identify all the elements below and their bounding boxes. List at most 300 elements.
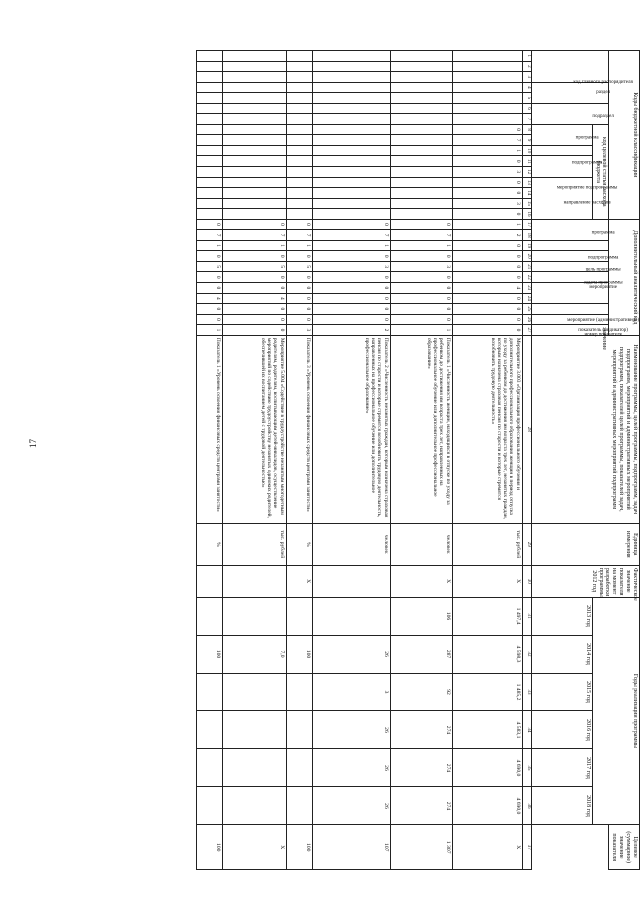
code-digit-cell (452, 114, 522, 125)
table-row (452, 51, 522, 870)
code-digit-cell (312, 177, 390, 188)
row-year-value (222, 749, 286, 787)
row-year-value: 100 (196, 635, 222, 673)
row-fact: X (390, 565, 452, 597)
row-year-value (196, 787, 222, 825)
code-digit-cell (452, 82, 522, 93)
code-digit-cell (390, 156, 452, 167)
code-digit-cell: 3 (452, 167, 522, 178)
code-digit-cell: 0 (196, 251, 222, 262)
code-digit-cell (390, 93, 452, 104)
row-year-value (196, 597, 222, 635)
code-digit-cell: 1 (196, 325, 222, 336)
code-digit-cell: 0 (312, 219, 390, 230)
row-year-value: 1 497,4 (452, 597, 522, 635)
column-number: 33 (522, 673, 531, 711)
code-digit-cell: 0 (452, 293, 522, 304)
code-digit-cell: 2 (312, 325, 390, 336)
row-unit: человек (390, 523, 452, 565)
code-digit-cell (286, 135, 312, 146)
code-digit-cell: 0 (286, 304, 312, 315)
code-digit-cell (196, 103, 222, 114)
header-nomer-pokazatelya: номер показателя (531, 314, 609, 325)
code-digit-cell (390, 198, 452, 209)
row-year-value (196, 749, 222, 787)
code-digit-cell: 0 (222, 314, 286, 325)
header-year-2013: 2013 год (531, 597, 592, 635)
header-fact: Фактическое значение показателя на момент разработки программы, 2012 год (531, 565, 639, 597)
row-name: Показатель 1 «Численность женщин, находящихся в отпуске по уходу за ребенком до достижения им возраста трех лет, направленных на профессиональное обучение или дополнительное профессиональное образование» (390, 335, 452, 523)
code-digit-cell (222, 156, 286, 167)
row-year-value: 3 (312, 673, 390, 711)
code-digit-cell (286, 177, 312, 188)
row-year-value (286, 673, 312, 711)
code-digit-cell (312, 82, 390, 93)
row-year-value (286, 711, 312, 749)
header-target-title: Целевое (суммарное) значение показателя (609, 825, 640, 870)
column-number: 20 (522, 251, 531, 262)
row-year-value: 274 (390, 749, 452, 787)
code-digit-cell: 0 (196, 272, 222, 283)
header-dop-code: Дополнительный аналитический код (609, 219, 640, 335)
column-number: 12 (522, 167, 531, 178)
row-name: Мероприятие 5.004 «Содействие в трудоустройстве незанятым многодетным родителям, родителям, воспитывающим детей-инвалидов, осуществление мероприятий по содействию трудоустройству незанятых одиноких родителей, обеспечившей их воспитанием детей с трудовой деятельностью» (222, 335, 286, 523)
code-digit-cell: 1 (390, 325, 452, 336)
code-digit-cell: 0 (312, 251, 390, 262)
code-digit-cell (312, 114, 390, 125)
row-year-value (222, 597, 286, 635)
column-number: 7 (522, 114, 531, 125)
column-number: 8 (522, 124, 531, 135)
column-number: 26 (522, 314, 531, 325)
program-table (196, 50, 640, 870)
code-digit-cell: 5 (286, 261, 312, 272)
row-year-value: 92 (390, 673, 452, 711)
row-year-value: 4 690,0 (452, 749, 522, 787)
rotated-table-area (100, 50, 640, 870)
row-target: X (452, 825, 522, 870)
code-digit-cell (312, 167, 390, 178)
code-digit-cell (390, 167, 452, 178)
row-year-value: 1 485,2 (452, 673, 522, 711)
code-digit-cell: 7 (286, 230, 312, 241)
code-digit-cell: 0 (452, 188, 522, 199)
row-unit: тыс. рублей (222, 523, 286, 565)
row-name: Показатель 2 «Численность незанятых граждан, которым назначена страховая пенсия по старости и которые стремятся возобновить трудовую деятельность, направленных на профессиональное обучение или дополнительное профессиональное образование» (312, 335, 390, 523)
row-target: 107 (312, 825, 390, 870)
column-number: 2 (522, 61, 531, 72)
code-digit-cell (196, 124, 222, 135)
row-year-value: 274 (390, 711, 452, 749)
row-year-value (222, 673, 286, 711)
code-digit-cell: 1 (452, 219, 522, 230)
row-name: Мероприятие 3.003 «Организация профессионального обучения и дополнительного профессионального образования женщин в период отпуска по уходу за ребенком до достижения им возраста трех лет, незанятых граждан, которым назначена страховая пенсия по старости и которые стремятся возобновить трудовую деятельность» (452, 335, 522, 523)
column-number: 37 (522, 825, 531, 870)
row-year-value (222, 787, 286, 825)
code-digit-cell (222, 72, 286, 83)
row-target: 100 (286, 825, 312, 870)
header-year-2015: 2015 год (531, 673, 592, 711)
code-digit-cell (312, 124, 390, 135)
row-target: X (222, 825, 286, 870)
code-digit-cell (196, 156, 222, 167)
code-digit-cell (286, 114, 312, 125)
column-number: 23 (522, 283, 531, 294)
column-number: 11 (522, 156, 531, 167)
page-number: 17 (28, 439, 38, 448)
code-digit-cell: 0 (452, 177, 522, 188)
code-digit-cell: 1 (222, 240, 286, 251)
code-digit-cell (222, 177, 286, 188)
code-digit-cell: 0 (452, 156, 522, 167)
table-row (286, 51, 312, 870)
code-digit-cell (390, 188, 452, 199)
column-number: 4 (522, 82, 531, 93)
column-number: 35 (522, 749, 531, 787)
row-year-value: 287 (390, 635, 452, 673)
code-digit-cell (196, 93, 222, 104)
row-year-value: 4 690,0 (452, 787, 522, 825)
code-digit-cell: 0 (286, 251, 312, 262)
code-digit-cell: 5 (196, 261, 222, 272)
code-digit-cell (196, 177, 222, 188)
code-digit-cell: 0 (390, 219, 452, 230)
code-digit-cell (286, 188, 312, 199)
code-digit-cell: 0 (452, 251, 522, 262)
code-digit-cell (286, 103, 312, 114)
code-digit-cell: 0 (390, 251, 452, 262)
code-digit-cell: 4 (452, 283, 522, 294)
code-digit-cell: 4 (196, 293, 222, 304)
row-target: 1 307 (390, 825, 452, 870)
row-year-value (196, 673, 222, 711)
header-dop-podprogramma: подпрограмма (531, 240, 609, 251)
code-digit-cell: 1 (312, 240, 390, 251)
code-digit-cell: 0 (312, 272, 390, 283)
code-digit-cell (452, 51, 522, 62)
row-fact: X (286, 565, 312, 597)
code-digit-cell (312, 72, 390, 83)
column-number: 21 (522, 261, 531, 272)
column-number: 31 (522, 597, 531, 635)
row-unit: тыс. рублей (452, 523, 522, 565)
code-digit-cell: 1 (286, 240, 312, 251)
header-mer-podpr: мероприятие подпрограммы (531, 156, 592, 177)
code-digit-cell (390, 145, 452, 156)
code-digit-cell: 0 (196, 283, 222, 294)
column-number: 3 (522, 72, 531, 83)
code-digit-cell (390, 124, 452, 135)
row-unit: человек (312, 523, 390, 565)
code-digit-cell: 7 (452, 135, 522, 146)
code-digit-cell (222, 51, 286, 62)
code-digit-cell (196, 198, 222, 209)
code-digit-cell: 0 (390, 293, 452, 304)
code-digit-cell: 1 (452, 145, 522, 156)
header-meropriyatie: мероприятие (531, 272, 609, 283)
code-digit-cell (312, 61, 390, 72)
code-digit-cell (390, 177, 452, 188)
code-digit-cell: 0 (222, 272, 286, 283)
row-year-value (196, 711, 222, 749)
code-digit-cell (286, 198, 312, 209)
header-year-2017: 2017 год (531, 749, 592, 787)
code-digit-cell (390, 72, 452, 83)
column-number: 14 (522, 188, 531, 199)
code-digit-cell (222, 103, 286, 114)
code-digit-cell: 0 (286, 272, 312, 283)
code-digit-cell (390, 51, 452, 62)
code-digit-cell (452, 61, 522, 72)
code-digit-cell: 4 (222, 293, 286, 304)
code-digit-cell: 0 (452, 325, 522, 336)
code-digit-cell: 0 (222, 325, 286, 336)
code-digit-cell (286, 124, 312, 135)
code-digit-cell (222, 82, 286, 93)
row-year-value: 26 (312, 787, 390, 825)
code-digit-cell (196, 61, 222, 72)
code-digit-cell: 3 (390, 261, 452, 272)
row-unit: % (286, 523, 312, 565)
code-digit-cell: 0 (390, 283, 452, 294)
code-digit-cell (196, 72, 222, 83)
table-sheet (100, 50, 640, 870)
header-razdel: раздел (531, 82, 609, 103)
header-pokazatel: показатель (индикатор) (531, 304, 609, 315)
code-digit-cell: 1 (390, 240, 452, 251)
code-digit-cell (286, 82, 312, 93)
column-number: 13 (522, 177, 531, 188)
code-digit-cell (390, 209, 452, 220)
column-number: 9 (522, 135, 531, 146)
code-digit-cell (312, 188, 390, 199)
code-digit-cell (196, 167, 222, 178)
row-fact (312, 565, 390, 597)
code-digit-cell: 0 (452, 272, 522, 283)
header-programma: программа (531, 124, 592, 145)
table-row (222, 51, 286, 870)
code-digit-cell (312, 156, 390, 167)
code-digit-cell (286, 209, 312, 220)
header-napr-rash: направление расходов (531, 177, 592, 219)
row-year-value (286, 787, 312, 825)
code-digit-cell (390, 114, 452, 125)
header-kbk: Коды бюджетной классификации (609, 51, 640, 220)
column-number: 18 (522, 230, 531, 241)
code-digit-cell (222, 135, 286, 146)
column-number: 6 (522, 103, 531, 114)
code-digit-cell (222, 124, 286, 135)
code-digit-cell (452, 103, 522, 114)
row-fact: X (452, 565, 522, 597)
code-digit-cell (312, 103, 390, 114)
code-digit-cell (222, 198, 286, 209)
code-digit-cell: 0 (390, 314, 452, 325)
code-digit-cell: 0 (312, 293, 390, 304)
column-number: 32 (522, 635, 531, 673)
row-year-value (222, 711, 286, 749)
code-digit-cell: 3 (312, 261, 390, 272)
code-digit-cell: 0 (222, 251, 286, 262)
row-name: Показатель 1 «Уровень освоения финансовых средств центрами занятости» (196, 335, 222, 523)
header-unit: Единица измерения (531, 523, 639, 565)
code-digit-cell (312, 93, 390, 104)
code-digit-cell: 0 (196, 304, 222, 315)
column-number: 24 (522, 293, 531, 304)
code-digit-cell (312, 209, 390, 220)
column-number: 19 (522, 240, 531, 251)
code-digit-cell (390, 82, 452, 93)
code-digit-cell (452, 72, 522, 83)
code-digit-cell (312, 198, 390, 209)
code-digit-cell: 0 (286, 219, 312, 230)
code-digit-cell: 0 (286, 314, 312, 325)
code-digit-cell (196, 82, 222, 93)
code-digit-cell (286, 51, 312, 62)
code-digit-cell (196, 209, 222, 220)
column-number: 1 (522, 51, 531, 62)
code-digit-cell: 0 (452, 124, 522, 135)
row-year-value (286, 749, 312, 787)
code-digit-cell: 0 (222, 219, 286, 230)
row-year-value: 26 (312, 635, 390, 673)
code-digit-cell: 0 (452, 304, 522, 315)
code-digit-cell (196, 188, 222, 199)
code-digit-cell: 0 (390, 272, 452, 283)
header-dop-programma: программа (531, 219, 609, 240)
column-number: 27 (522, 325, 531, 336)
row-year-value (312, 597, 390, 635)
code-digit-cell (222, 209, 286, 220)
column-number: 17 (522, 219, 531, 230)
table-row (312, 51, 390, 870)
code-digit-cell: 0 (196, 219, 222, 230)
row-year-value: 4 583,1 (452, 711, 522, 749)
row-year-value: 100 (286, 635, 312, 673)
code-digit-cell (222, 188, 286, 199)
code-digit-cell: 0 (286, 293, 312, 304)
row-year-value: 26 (312, 711, 390, 749)
code-digit-cell: 5 (222, 261, 286, 272)
code-digit-cell: 0 (452, 209, 522, 220)
code-digit-cell (196, 135, 222, 146)
code-digit-cell (312, 135, 390, 146)
header-podprogramma: подпрограмма (531, 145, 592, 156)
column-number: 16 (522, 209, 531, 220)
column-number: 30 (522, 565, 531, 597)
header-podrazdel: подраздел (531, 103, 609, 124)
code-digit-cell: 7 (196, 230, 222, 241)
code-digit-cell (312, 145, 390, 156)
code-digit-cell (222, 114, 286, 125)
code-digit-cell (222, 61, 286, 72)
header-cel: цель программы (531, 251, 609, 262)
column-number: 15 (522, 198, 531, 209)
code-digit-cell: 2 (452, 230, 522, 241)
code-digit-cell (286, 156, 312, 167)
code-digit-cell: 0 (312, 314, 390, 325)
row-unit: % (196, 523, 222, 565)
row-year-value: 4 598,3 (452, 635, 522, 673)
code-digit-cell: 0 (222, 283, 286, 294)
code-digit-cell: 0 (390, 304, 452, 315)
column-number: 10 (522, 145, 531, 156)
column-number: 36 (522, 787, 531, 825)
code-digit-cell: 7 (390, 230, 452, 241)
code-digit-cell: 3 (452, 198, 522, 209)
code-digit-cell (286, 167, 312, 178)
row-year-value: 7,0 (222, 635, 286, 673)
column-number: 34 (522, 711, 531, 749)
header-kcsr: код целевой статьи расхода бюджета (592, 124, 609, 219)
header-zadacha: задача программы (531, 261, 609, 272)
table-row (196, 51, 222, 870)
code-digit-cell (390, 61, 452, 72)
code-digit-cell: 0 (222, 304, 286, 315)
code-digit-cell: 3 (286, 325, 312, 336)
row-year-value: 106 (390, 597, 452, 635)
code-digit-cell (286, 61, 312, 72)
code-digit-cell: 7 (222, 230, 286, 241)
row-target: 100 (196, 825, 222, 870)
row-year-value: 274 (390, 787, 452, 825)
header-kod-gr: код главного распорядителя (531, 51, 609, 83)
row-fact (222, 565, 286, 597)
code-digit-cell: 0 (452, 240, 522, 251)
code-digit-cell: 1 (196, 240, 222, 251)
code-digit-cell (222, 93, 286, 104)
row-name: Показатель 3 «Уровень освоения финансовых средств центрами занятости» (286, 335, 312, 523)
code-digit-cell (390, 135, 452, 146)
column-number: 25 (522, 304, 531, 315)
table-row (390, 51, 452, 870)
column-number: 28 (522, 335, 531, 523)
column-number: 5 (522, 93, 531, 104)
column-number: 29 (522, 523, 531, 565)
code-digit-cell: 0 (312, 283, 390, 294)
code-digit-cell (286, 145, 312, 156)
header-adm-meropriyatie: мероприятие (административное) (531, 283, 609, 304)
code-digit-cell (286, 72, 312, 83)
code-digit-cell (196, 145, 222, 156)
header-name: Наименование программы, целей программы, подпрограмм, задач подпрограмм, мероприятий и административных мероприятий подпрограмм, показателей целей программы, показателей задач, мероприятий и административных мероприятий подпрограмм (531, 335, 639, 523)
code-digit-cell (390, 103, 452, 114)
header-year-2018: 2018 год (531, 787, 592, 825)
code-digit-cell: 0 (286, 283, 312, 294)
row-year-value: 26 (312, 749, 390, 787)
code-digit-cell (222, 145, 286, 156)
code-digit-cell: 0 (312, 304, 390, 315)
code-digit-cell: 0 (452, 261, 522, 272)
row-year-value (286, 597, 312, 635)
code-digit-cell (286, 93, 312, 104)
code-digit-cell: 0 (196, 314, 222, 325)
row-fact (196, 565, 222, 597)
header-years-title: Годы реализации программы (592, 597, 639, 825)
code-digit-cell (452, 93, 522, 104)
header-target-value: значение (531, 325, 609, 336)
header-year-2014: 2014 год (531, 635, 592, 673)
header-year-2016: 2016 год (531, 711, 592, 749)
code-digit-cell (196, 114, 222, 125)
code-digit-cell: 7 (312, 230, 390, 241)
column-number: 22 (522, 272, 531, 283)
code-digit-cell (222, 167, 286, 178)
code-digit-cell: 0 (452, 314, 522, 325)
code-digit-cell (196, 51, 222, 62)
code-digit-cell (312, 51, 390, 62)
column-number-row (522, 51, 531, 870)
